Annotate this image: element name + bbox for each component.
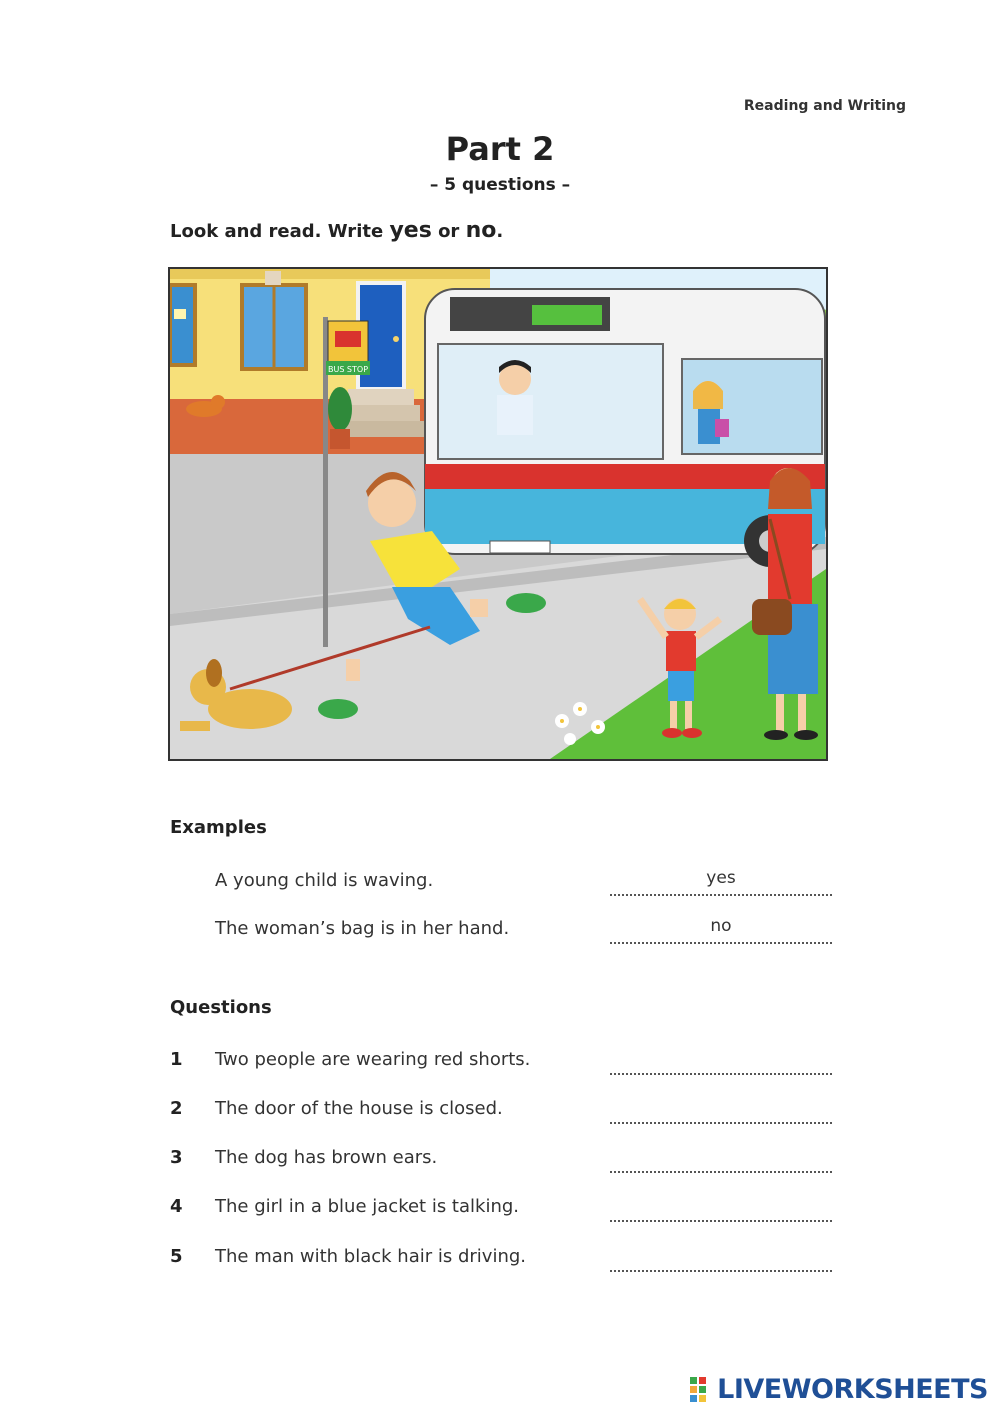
answer-field[interactable] [610, 1254, 832, 1272]
bus [425, 289, 825, 567]
instruction-yes: yes [389, 218, 432, 243]
question-row [170, 1244, 832, 1274]
liveworksheets-logo-icon [690, 1377, 714, 1403]
question-number: 2 [170, 1098, 183, 1119]
section-label: Reading and Writing [743, 98, 906, 114]
question-sentence: The door of the house is closed. [215, 1098, 503, 1119]
instruction-suffix: . [496, 221, 504, 242]
answer-field[interactable] [610, 868, 832, 896]
example-row [170, 916, 832, 946]
scene-illustration [168, 267, 828, 761]
example-sentence: The woman’s bag is in her hand. [215, 918, 510, 939]
instruction-or: or [431, 221, 466, 242]
woman-bag [752, 599, 792, 635]
answer-field[interactable] [610, 1106, 832, 1124]
questions-heading: Questions [170, 997, 272, 1018]
question-row [170, 1145, 832, 1175]
page-subtitle: – 5 questions – [429, 175, 571, 195]
street-scene [170, 269, 826, 759]
answer-field[interactable] [610, 1155, 832, 1173]
answer-text: yes [706, 868, 736, 888]
answer-field[interactable] [610, 916, 832, 944]
page-title: Part 2 [445, 130, 555, 168]
question-sentence: The dog has brown ears. [215, 1147, 438, 1168]
question-number: 4 [170, 1196, 183, 1217]
question-sentence: Two people are wearing red shorts. [215, 1049, 531, 1070]
answer-field[interactable] [610, 1057, 832, 1075]
answer-field[interactable] [610, 1204, 832, 1222]
answer-text: no [710, 916, 732, 936]
brand-name: LIVEWORKSHEETS [717, 1374, 988, 1405]
examples-heading: Examples [170, 817, 267, 838]
instruction [170, 218, 503, 243]
question-sentence: The man with black hair is driving. [215, 1246, 527, 1267]
question-number: 5 [170, 1246, 183, 1267]
instruction-no: no [465, 218, 497, 243]
question-sentence: The girl in a blue jacket is talking. [215, 1196, 519, 1217]
instruction-prefix: Look and read. Write [170, 221, 390, 242]
example-row [170, 868, 832, 898]
example-sentence: A young child is waving. [215, 870, 434, 891]
question-number: 1 [170, 1049, 183, 1070]
house-window [170, 285, 195, 365]
question-row [170, 1047, 832, 1077]
question-row [170, 1194, 832, 1224]
bus-stop-sign-text: BUS STOP [327, 365, 369, 374]
question-number: 3 [170, 1147, 183, 1168]
question-row [170, 1096, 832, 1126]
